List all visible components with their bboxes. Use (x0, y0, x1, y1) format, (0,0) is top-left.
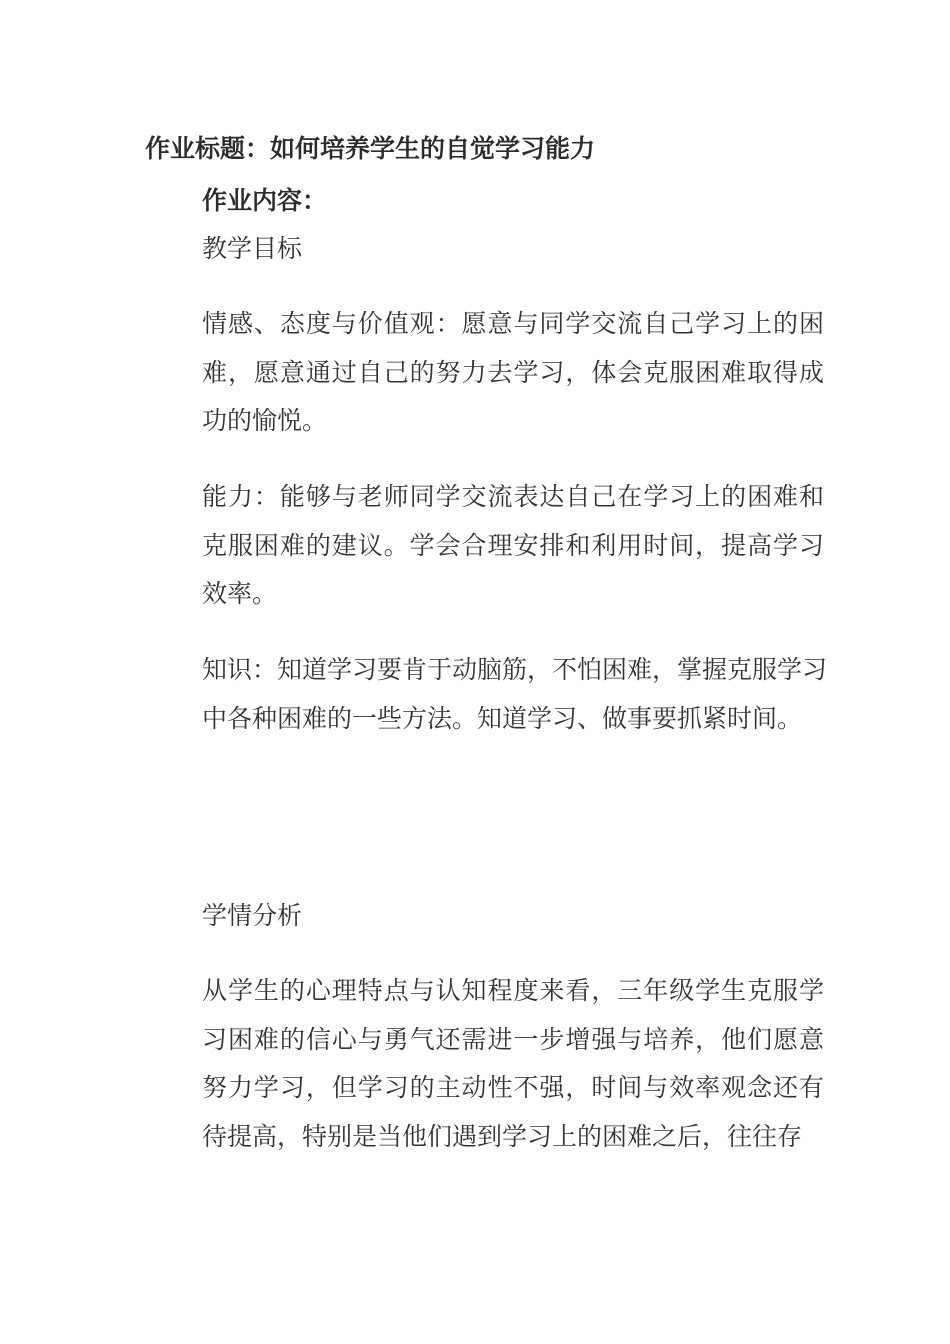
assignment-content-label: 作业内容： (202, 186, 328, 215)
paragraph-attitude-values: 情感、态度与价值观：愿意与同学交流自己学习上的困难，愿意通过自己的努力去学习，体会克服困难取得成功的愉悦。 (202, 309, 824, 435)
paragraph-knowledge: 知识：知道学习要肯于动脑筋，不怕困难，掌握克服学习中各种困难的一些方法。知道学习、做事要抓紧时间。 (202, 655, 828, 733)
paragraph-ability: 能力：能够与老师同学交流表达自己在学习上的困难和克服困难的建议。学会合理安排和利用时间，提高学习效率。 (202, 482, 824, 608)
assignment-title: 作业标题：如何培养学生的自觉学习能力 (145, 134, 596, 163)
paragraph-learning-analysis: 从学生的心理特点与认知程度来看，三年级学生克服学习困难的信心与勇气还需进一步增强与培养，他们愿意努力学习，但学习的主动性不强，时间与效率观念还有待提高，特别是当他们遇到学习上的困难之后，往往存 (202, 976, 824, 1151)
section-heading-learning-analysis: 学情分析 (202, 901, 303, 930)
section-heading-teaching-objectives: 教学目标 (202, 234, 303, 263)
